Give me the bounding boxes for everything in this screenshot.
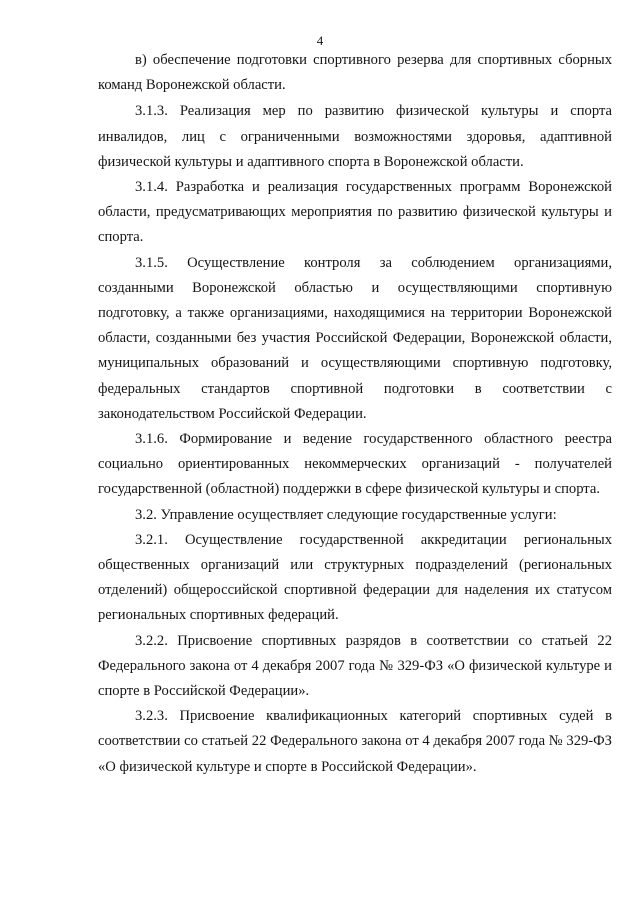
paragraph-3-2-1: 3.2.1. Осуществление государственной аккредитации региональных общественных организаций или структурных подразделений (региональных отделений) общероссийской спортивной федерации для наделения их статусом региональных спортивных федераций. xyxy=(98,531,612,624)
paragraph-3-1-4: 3.1.4. Разработка и реализация государственных программ Воронежской области, предусматривающих мероприятия по развитию физической культуры и спорта. xyxy=(98,179,612,246)
page-number: 4 xyxy=(316,33,324,48)
document-body xyxy=(98,48,612,780)
paragraph-3-1-5: 3.1.5. Осуществление контроля за соблюдением организациями, созданными Воронежской областью и осуществляющими спортивную подготовку, а также организациями, находящимися на территории Воронежской области, созданными без участия Российской Федерации, Воронежской области, муниципальных образований и осуществляющими спортивную подготовку, федеральных стандартов спортивной подготовки в соответствии с законодательством Российской Федерации. xyxy=(98,254,612,422)
paragraph-3-1-6: 3.1.6. Формирование и ведение государственного областного реестра социально ориентированных некоммерческих организаций - получателей государственной (областной) поддержки в сфере физической культуры и спорта. xyxy=(98,431,612,498)
paragraph-3-2-3: 3.2.3. Присвоение квалификационных категорий спортивных судей в соответствии со статьей 22 Федерального закона от 4 декабря 2007 года № 329-ФЗ «О физической культуре и спорте в Российской Федерации». xyxy=(98,708,612,775)
paragraph-3-1-3: 3.1.3. Реализация мер по развитию физической культуры и спорта инвалидов, лиц с ограниченными возможностями здоровья, адаптивной физической культуры и адаптивного спорта в Воронежской области. xyxy=(98,103,612,170)
paragraph-3-2: 3.2. Управление осуществляет следующие государственные услуги: xyxy=(135,506,557,523)
paragraph-3-1-2-v: в) обеспечение подготовки спортивного резерва для спортивных сборных команд Воронежской области. xyxy=(98,52,612,94)
paragraph-3-2-2: 3.2.2. Присвоение спортивных разрядов в соответствии со статьей 22 Федерального закона от 4 декабря 2007 года № 329-ФЗ «О физической культуре и спорте в Российской Федерации». xyxy=(98,632,612,700)
